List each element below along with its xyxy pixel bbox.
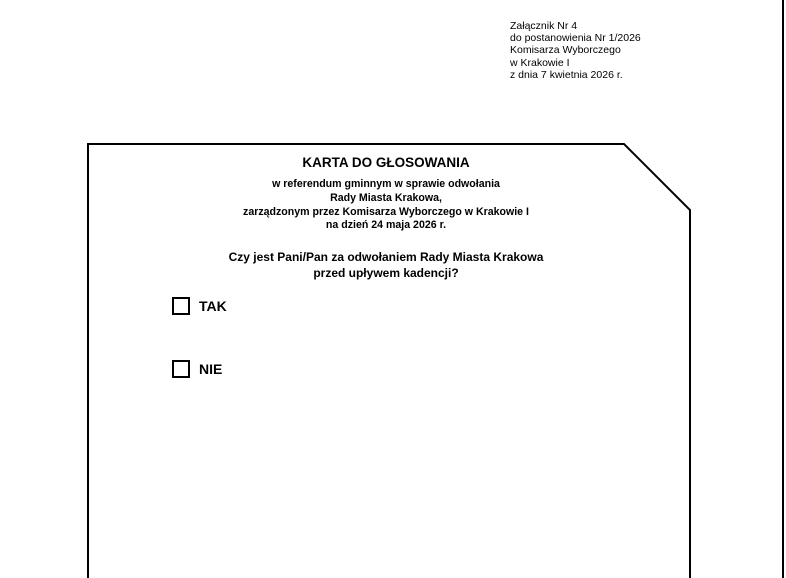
subtitle-line-4: na dzień 24 maja 2026 r. [325,219,447,232]
tak-checkbox[interactable] [172,297,190,315]
subtitle-line-1: w referendum gminnym w sprawie odwołania [272,178,500,190]
annex-line-5: z dnia 7 kwietnia 2026 r. [510,68,623,81]
nie-label: NIE [199,361,223,377]
subtitle-line-3: zarządzonym przez Komisarza Wyborczego w Krakowie I [243,205,529,218]
ballot-subtitle [86,178,686,233]
subtitle-line-2: Rady Miasta Krakowa, [330,191,442,204]
question-line-1: Czy jest Pani/Pan za odwołaniem Rady Miasta Krakowa [228,250,544,264]
question-line-2: przed upływem kadencji? [313,265,459,280]
option-tak[interactable] [172,297,227,315]
ballot-title: KARTA DO GŁOSOWANIA [302,155,470,170]
referendum-question [86,250,686,281]
nie-checkbox[interactable] [172,360,190,378]
annex-line-1: Załącznik Nr 4 [510,20,578,32]
annex-line-4: w Krakowie I [510,56,570,69]
option-nie[interactable] [172,360,222,378]
annex-line-2: do postanowienia Nr 1/2026 [510,32,641,45]
tak-label: TAK [199,298,227,314]
annex-line-3: Komisarza Wyborczego [510,44,621,57]
